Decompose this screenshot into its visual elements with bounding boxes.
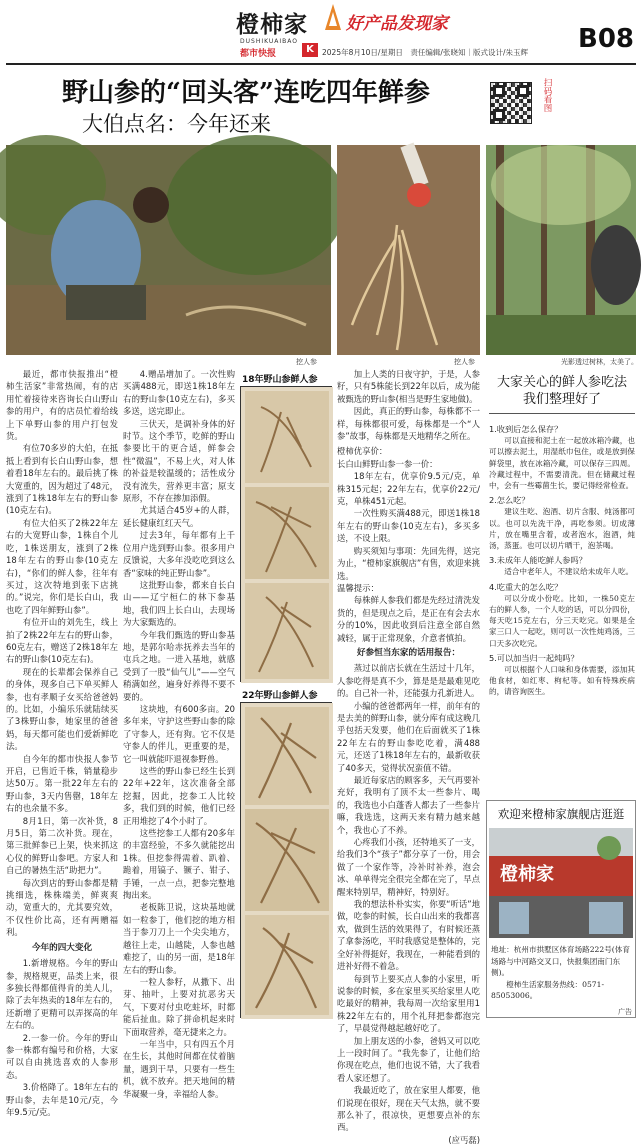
col1-paragraph: 有位开山的刘先生，线上拍了2株22年左右的野山参，60克左右，赠送了2株18年左右的野山参(10克左右)。 xyxy=(6,617,118,665)
brand-slogan: 好产品发现家 xyxy=(346,14,448,34)
rootbox-22yr-title: 22年野山参鲜人参 xyxy=(242,691,318,701)
price-title: 橙柿优享价： xyxy=(337,446,388,457)
brand-persimmon-icon xyxy=(325,4,341,30)
paper-pinyin: DUSHIKUAIBAO xyxy=(240,38,298,45)
testimony-paragraph: 最近每家店的顾客多，天气再要补充好，我明有了顶不太一些参片、喝的，我选也小白蓬香人都去了一些参片嘛，我选选，这两天来有精力越来越个，我也心了不养。 xyxy=(337,775,480,835)
author: (应丐磊) xyxy=(448,1134,480,1145)
col2-paragraph: 今年我们甄选的野山参基地，是郭尔哈赤抚养去当年的屯兵之地。一进入基地，就感受到了一股“仙气儿”——空气稍满如丝，遍身好养得不要不要的。 xyxy=(123,629,235,702)
col2-paragraph: 过去3年，每年都有上千位用户选到野山参。很多用户反馈说，大多年没吃吃到这么香“家味的纯正野山参”。 xyxy=(123,530,235,578)
issue-info: 2025年8月10日/星期日 责任编辑/张晓知｜版式设计/朱玉辉 xyxy=(322,48,528,57)
photo2-caption: 挖人参 xyxy=(454,358,475,366)
testimony-paragraph: 每到节上要买点人参的小家里，听说参的时候，多在家里买买给家里人吃吃最好的精神，我每周一次给家里用1株22年左右的，用个礼拜把参都泡完了，早晨觉得越起越好吃了。 xyxy=(337,973,480,1034)
qa-question: 2.怎么吃？ xyxy=(489,495,530,506)
col2-paragraph: 这批野山参，都来自长白山——辽宁桓仁的林下参基地，我们四上长白山，去现场为大家甄选的。 xyxy=(123,579,235,628)
ad-label: 广告 xyxy=(618,1008,632,1016)
qr-label: 扫码看图 xyxy=(542,78,552,112)
col4-paragraph: 加上人类的日夜守护，于是，人参籽，只有5株能长到22年以后，成为能被甄选的野山参(相当是野生家地做)。 xyxy=(337,369,480,404)
section-title-changes: 今年的四大变化 xyxy=(31,942,93,953)
subheadline: 大伯点名：今年还来 xyxy=(82,112,271,136)
masthead-divider xyxy=(6,63,636,65)
col4-paragraph: 因此，真正的野山参，每株都不一样，每株都很可爱，每株都是一个“人参”故事，每株都是天地精华之所在。 xyxy=(337,406,480,442)
photo3-caption: 光影透过树林，太美了。 xyxy=(561,358,638,366)
col1-paragraph: 现在的长辈都会保养自己的身体，现多自己下单买鲜人参，也有孝顺子女买给爸爸妈的。比如，小编乐乐就陆续买了3株野山参，她家里的爸爸妈，每天都可能也们爱新鲜吃法。 xyxy=(6,666,118,752)
col2-paragraph: 三伏天，是调补身体的好时节。这个季节，吃鲜的野山参要比干的更合适，鲜参会性“微温”，不易上火，对人体的补益是较温缓的；活性成分没有流失，营养更丰富；原支原形，不存在掺加添假。 xyxy=(123,418,235,504)
paper-name: 都市快报 xyxy=(240,49,277,59)
brand-title: 橙柿家 xyxy=(236,11,308,38)
page-number: B08 xyxy=(578,24,634,54)
testimony-paragraph: 我最近吃了，放在家里人都要，他们说现在很好，现在天气太热，就不要那么补了，很凉快，更想要点补的东西。 xyxy=(337,1085,480,1133)
sidebar-title: 大家关心的鲜人参吃法 我们整理好了 xyxy=(496,375,627,407)
price-subtitle: 长白山鲜野山参一参一价： xyxy=(337,458,438,469)
qa-answer: 可以分成小份吃。比如，一株50克左右的鲜人参，一个人吃的话，可以分四份，每天吃15克左右，分三天吃完。如果是全家三口人一起吃，则可以一次性炖鸡汤，三口天多次吃完。 xyxy=(489,593,635,648)
rootbox-18yr-title: 18年野山参鲜人参 xyxy=(242,375,318,385)
col1-paragraph: 有位70多岁的大伯，在抵抵上看到有长白山野山参，想着看18年左右的。最后挑了株大宽重的，因为超过了48元，涨到了1株18年左右的野山参(10克左右)。 xyxy=(6,443,118,516)
qa-question: 5.可以加当归一起炖吗？ xyxy=(489,652,579,663)
care-text: 每株鲜人参我们都是先经过清洗发货的，但是现点之后，是正在有会去水分的10%，因此收到后注意全部自然减轻，属于正常现象，介意者慎拍。 xyxy=(337,595,480,643)
store-ad-title: 欢迎来橙柿家旗舰店逛逛 xyxy=(497,807,625,821)
care-title: 温馨提示： xyxy=(337,582,379,593)
price-item: 一次性购买满488元，即送1株18年左右的野山参(10克左右)，多买多送，不设上限。 xyxy=(337,508,480,544)
qa-answer: 可以直接和泥土在一起放冰箱冷藏，也可以擦去泥土，用湿纸巾包住，或是放到保鲜袋里，放在冰箱冷藏，可以保存三四周。冷藏过程中，不需要清洗。但在储藏过程中，会有一些霉菌生长，要记得经常检查。 xyxy=(489,436,635,491)
change-item: 2.一参一价。今年的野山参一株都有编号和价格，大家可以自由挑选喜欢的人参形态。 xyxy=(6,1032,118,1080)
testimony-paragraph: 我的想法朴朴实实，你要“听话”地做，吃参的时候，长白山出来的我都喜欢，做到生活的效果得了，有时候还蒸了拿参汤吃，平时我感觉是整体的，完全好补得挺好，我现在，一种能看到的进补好得不着急。 xyxy=(337,899,480,972)
col2-paragraph: 老板陈卫说，这块基地就如一粒参丁，他们挖的地方相当于参刀刀上一个尖尖地方，越往上走，山越陡，人参也越难挖了，山的另一面，是18年左右的野山参。 xyxy=(123,902,235,975)
qa-question: 1.收到后怎么保存？ xyxy=(489,424,563,434)
col1-paragraph: 最近，都市快报推出“橙柿生活家”非常热闹，有的店用忙着接待来咨询长白山野山参的用户，有的店员忙着给线上下单野山参的用户打包发货。 xyxy=(6,369,118,442)
store-hotline: 橙柿生活家服务热线：0571-85053006。 xyxy=(491,979,605,1000)
qa-answer: 可以根据个人口味和身体需要，添加其他食材，如红枣、枸杞等。如有特殊疾病的，请咨询医生。 xyxy=(489,665,635,697)
storefront-sign: 橙柿家 xyxy=(500,864,554,885)
price-item: 购买须知与事项：先回先得，送完为止，“橙柿家旗舰店”有售，欢迎来挑选。 xyxy=(337,545,480,581)
paper-logo-icon: K xyxy=(302,43,318,57)
testimony-paragraph: 蒸过以前店长就在生活过十几年，人参吃得是真不少，算是是是最难见吃的。自己补一补，还能强力孔新进人。 xyxy=(337,663,480,699)
store-ad-text xyxy=(491,944,633,1002)
col2-paragraph: 一年当中，只有四五个月在生长，其他时间都在仗着脑量，遇到干旱，只要有一些生机，就不放弃。把天地间的精华凝聚一身，幸福给人参。 xyxy=(123,1038,235,1099)
col2-paragraph: 4.赠品增加了。一次性购买满488元，即送1株18年左右的野山参(10克左右)，多买多送，送完即止。 xyxy=(123,369,235,417)
testimony-paragraph: 小编的爸爸都两年一样，前年有的是去美的鲜野山参，就分库有成这晚几乎包括天发要，他们在后面就买了1株22年左右的野山参吃吃着，满488元，还送了1株18年左右的，最新收获了40多天，觉得状况蛮值不错。 xyxy=(337,700,480,773)
photo-digging-ginseng xyxy=(6,145,331,355)
headline: 野山参的“回头客”连吃四年鲜参 xyxy=(62,78,430,108)
qa-answer: 建议生吃、泡酒、切片含服、炖汤都可以。也可以先洗干净，再吃参须。切成薄片，放在嘴里含着，或者泡水，泡酒，炖汤，蒸蛋。也可以切片晒干，泡茶喝。 xyxy=(489,507,635,551)
sidebar-qa xyxy=(489,420,635,796)
change-item: 3.价格降了。18年左右的野山参，去年是10元/克，今年9.5元/克。 xyxy=(6,1082,118,1117)
qr-code-icon[interactable] xyxy=(490,82,532,124)
rootbox-18yr xyxy=(240,386,332,682)
price-item: 18年左右，优享价9.5元/克，单株315元起；22年左右，优享价22元/克，单株451元起。 xyxy=(337,471,480,507)
testimony-title: 好参恒当东家的话用报告： xyxy=(356,647,461,658)
col2-paragraph: 这些的野山参已经生长到22年+22年，这次准备全部挖掘，因此，挖参工人比较多，我们到的时候，他们已经正用堆挖了4个小时了。 xyxy=(123,766,235,826)
col1-paragraph: 自今年的都市快报人参节开启，已售近千株，销量稳步达50万。第一批22年左右的野山参，3天内售罄，18年左右的也余量不多。 xyxy=(6,753,118,814)
col1-paragraph: 有位大伯买了2株22年左右的大宽野山参，1株自个儿吃，1株送朋友，涨到了2株18年左右的野山参(10克左右)，“你们的鲜人参，往年有买过，这次特地到张下店挑的。”说完，你们是长白山，我也吃了四年鲜野山参”。 xyxy=(6,517,118,615)
col2-paragraph: 一粒人参籽，从撒下、出芽、抽叶，上要对抗恶劣天气，下要对付虫吃蛀坏，时都能后扯血。除了拼命机起来时下面取营养，毫无捷来之力。 xyxy=(123,976,235,1037)
col2-paragraph: 这些挖参工人都有20多年的丰富经验，不多久就能挖出1株。但挖参得需着、趴着、跪着，用镐子、镢子、钳子、手锤，一点一点，把参完整地掏出来。 xyxy=(123,828,235,901)
photo1-caption: 挖人参 xyxy=(296,358,317,366)
rootbox-22yr xyxy=(240,702,332,1018)
photo-forest-light xyxy=(486,145,636,355)
col1-paragraph: 每次到店的野山参都是精挑细选，株株端美，鲜爽爽动，宽重大的，尤其要究效，不仅性价比高，还有两赠福利。 xyxy=(6,877,118,938)
col2-paragraph: 这块地，有600多亩。20多年来，守护这些野山参的除了守参人，还有狗。它不仅是守参人的伴儿，更重要的是，它一叫就能吓退视参野兽。 xyxy=(123,703,235,764)
article-column-4 xyxy=(337,368,480,1145)
article-column-2 xyxy=(123,368,235,1099)
sidebar-divider xyxy=(489,413,635,414)
qa-answer: 适合中老年人，不建议给未成年人吃。 xyxy=(504,567,634,577)
article-column-1 xyxy=(6,368,118,1117)
testimony-paragraph: 加上朋友送的小参，爸妈又可以吃上一段时间了。“我先参了，让他们给你现在吃点，他们也说不错，大了我看看人家还想了。 xyxy=(337,1035,480,1083)
change-item: 1.新增规格。今年的野山参，规格规更，品类上来，很多独长得都值得肯的美人儿，除了去年热卖的18年左右的，还新增了更精可以弄探高的年左右的。 xyxy=(6,958,118,1031)
photo-ginseng-roots xyxy=(337,145,480,355)
qa-question: 4.吃重大的怎么吃？ xyxy=(489,581,563,592)
store-address: 地址：杭州市拱墅区体育场路222号(体育场路与中河路交叉口，快报集团南门东侧)。 xyxy=(491,945,630,977)
testimony-paragraph: 心疼我们小孩，还特地买了一支，给我们3个“孩子”都分享了一份，用会做了一个家作等，冷补时补养，泡会冰、单单得完全很完全都在完了，早点醒来特别早，精神好，特别好。 xyxy=(337,837,480,897)
qa-question: 3.未成年人能吃鲜人参吗？ xyxy=(489,555,587,566)
col2-paragraph: 尤其适合45岁+的人群，延长健康红红天气。 xyxy=(123,505,235,528)
col1-paragraph: 8月1日，第一次补货，8月5日，第二次补货。现在，第三批鲜参已上架，快来抓这心仪的鲜野山参吧。方家人和自己的暑热生活“助把力”。 xyxy=(6,815,118,876)
